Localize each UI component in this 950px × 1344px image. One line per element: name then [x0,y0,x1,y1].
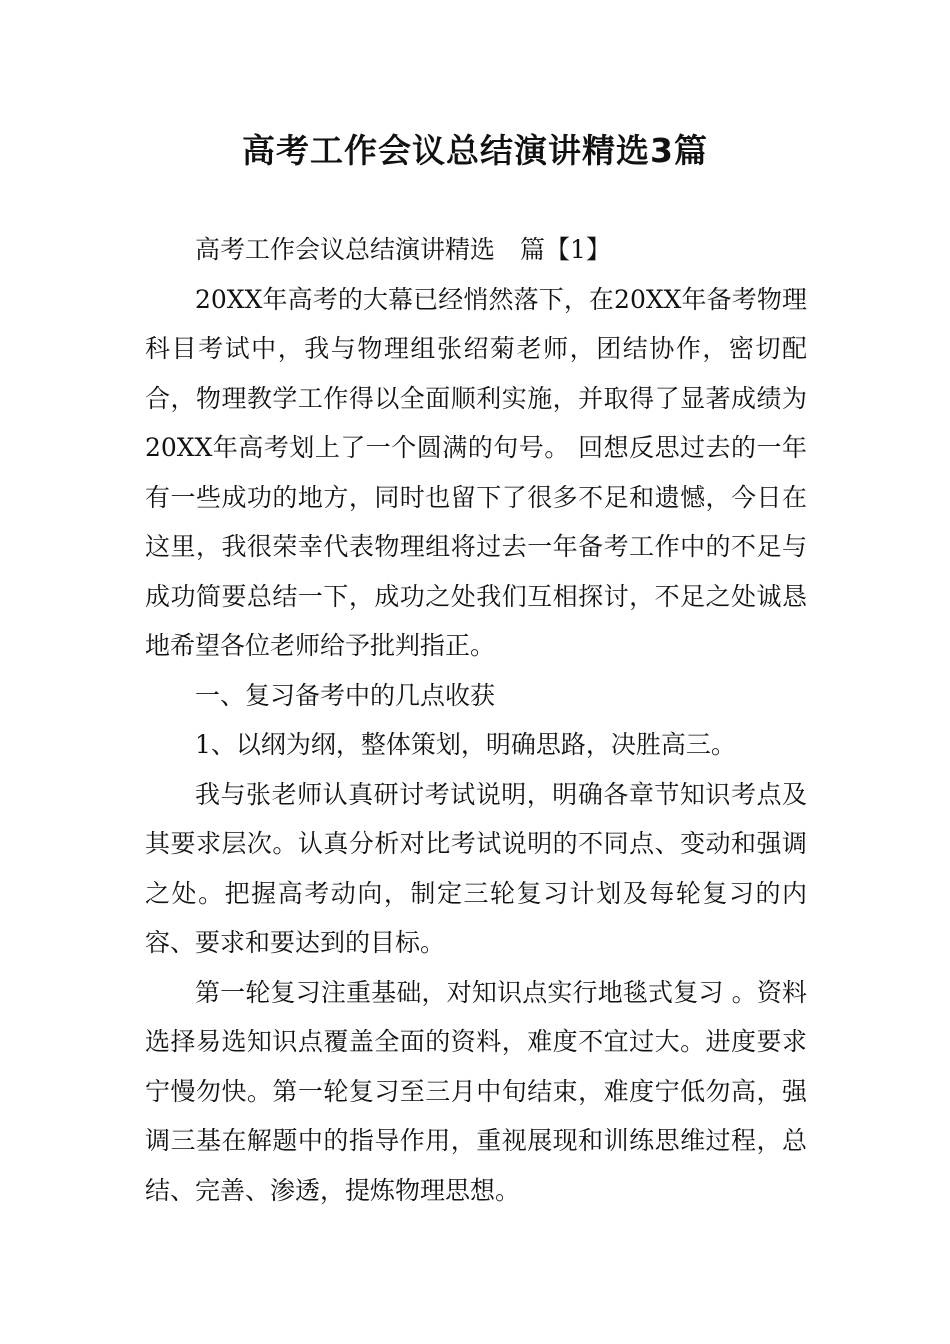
paragraph: 我与张老师认真研讨考试说明，明确各章节知识考点及其要求层次。认真分析对比考试说明的不同点、变动和强调之处。把握高考动向，制定三轮复习计划及每轮复习的内容、要求和要达到的目标。 [145,779,807,957]
section-heading: 高考工作会议总结演讲精选 篇【1】 [195,235,611,264]
paragraph: 20XX年高考的大幕已经悄然落下，在20XX年备考物理科目考试中，我与物理组张绍菊老师，团结协作，密切配合，物理教学工作得以全面顺利实施，并取得了显著成绩为20XX年高考划上了一个圆满的句号。 回想反思过去的一年有一些成功的地方，同时也留下了很多不足和遗憾，今日在这里，我很荣幸代表物理组将过去一年备考工作中的不足与成功简要总结一下，成功之处我们互相探讨，不足之处诚恳地希望各位老师给予批判指正。 [145,284,807,660]
document-title: 高考工作会议总结演讲精选3篇 [242,131,708,170]
subheading: 1、以纲为纲，整体策划，明确思路，决胜高三。 [195,730,736,759]
paragraph: 第一轮复习注重基础，对知识点实行地毯式复习 。资料选择易选知识点覆盖全面的资料，难度不宜过大。进度要求宁慢勿快。第一轮复习至三月中旬结束，难度宁低勿高，强调三基在解题中的指导作用，重视展现和训练思维过程，总结、完善、渗透，提炼物理思想。 [145,977,807,1205]
document-body [145,225,807,1215]
subheading: 一、复习备考中的几点收获 [195,680,496,710]
